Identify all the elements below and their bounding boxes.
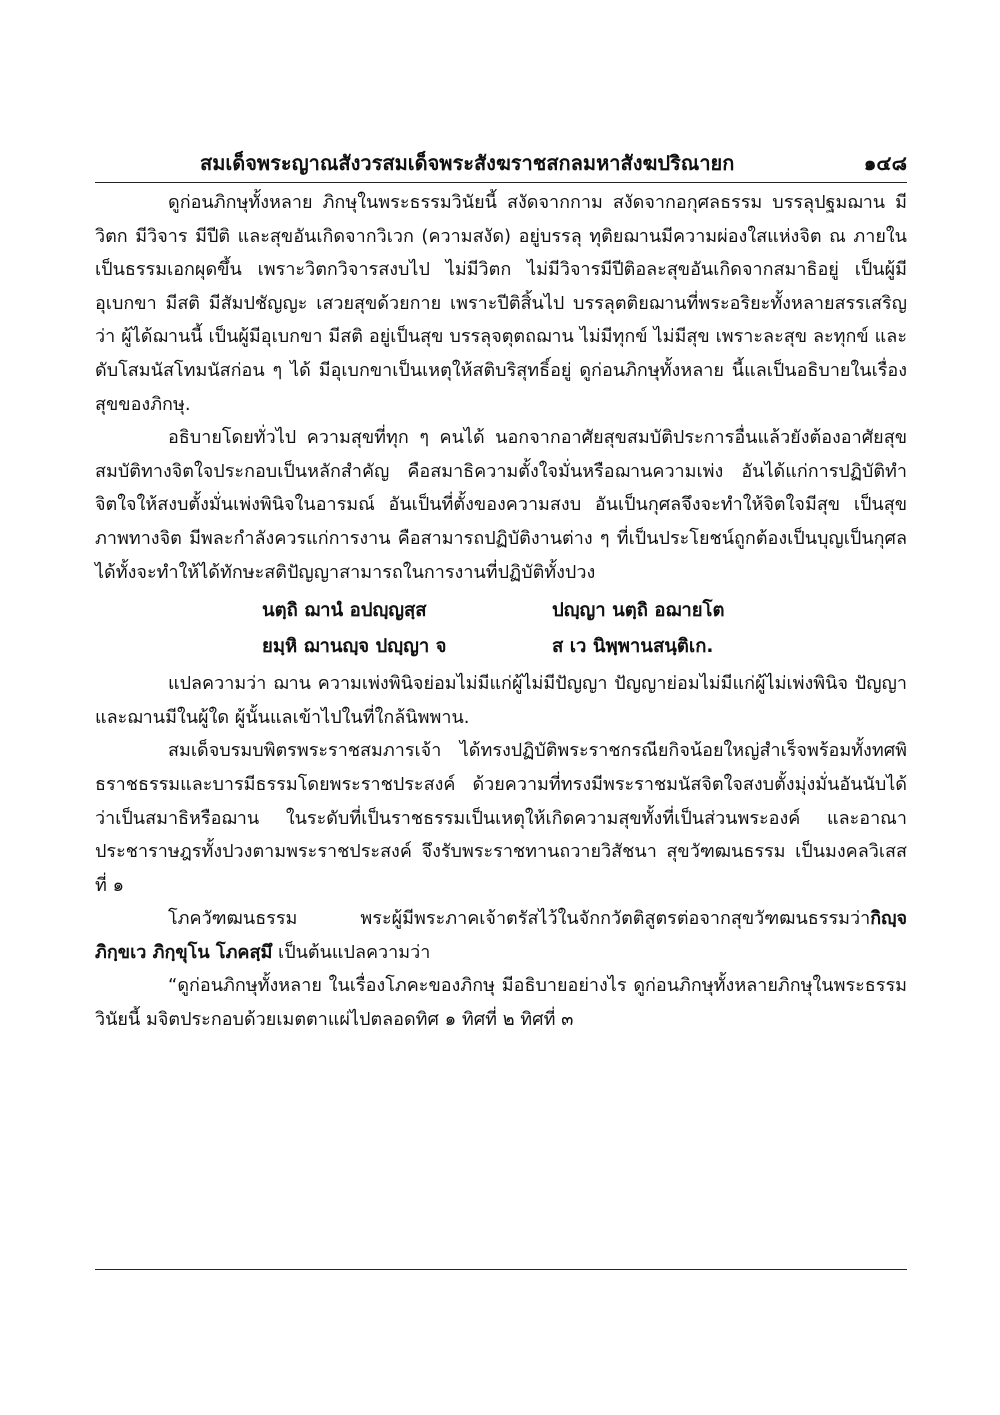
verse-line-second-half: ส เว นิพฺพานสนฺติเก.: [552, 636, 714, 658]
verse-line: [95, 593, 907, 629]
running-header-title: สมเด็จพระญาณสังวรสมเด็จพระสังฆราชสกลมหาสังฆปริณายก: [200, 151, 735, 175]
paragraph-suttanta-happiness: ดูก่อนภิกษุทั้งหลาย ภิกษุในพระธรรมวินัยนี้ สงัดจากกาม สงัดจากอกุศลธรรม บรรลุปฐมฌาน มีวิตก มีวิจาร มีปีติ และสุขอันเกิดจากวิเวก (ความสงัด) อยู่บรรลุ ทุติยฌานมีความผ่องใสแห่งจิต ณ ภายใน เป็นธรรมเอกผุดขึ้น เพราะวิตกวิจารสงบไป ไม่มีวิตก ไม่มีวิจารมีปีติอละสุขอันเกิดจากสมาธิอยู่ เป็นผู้มีอุเบกขา มีสติ มีสัมปชัญญะ เสวยสุขด้วยกาย เพราะปีติสิ้นไป บรรลุตติยฌานที่พระอริยะทั้งหลายสรรเสริญว่า ผู้ได้ฌานนี้ เป็นผู้มีอุเบกขา มีสติ อยู่เป็นสุข บรรลุจตุตถฌาน ไม่มีทุกข์ ไม่มีสุข เพราะละสุข ละทุกข์ และดับโสมนัสโทมนัสก่อน ๆ ได้ มีอุเบกขาเป็นเหตุให้สติบริสุทธิ์อยู่ ดูก่อนภิกษุทั้งหลาย นี้แลเป็นอธิบายในเรื่องสุขของภิกษุ.: [95, 192, 907, 415]
bhoga-tail-text: เป็นต้นแปลความว่า: [272, 941, 431, 963]
paragraph-bhoga-intro: [95, 902, 907, 969]
paragraph-explanation: อธิบายโดยทั่วไป ความสุขที่ทุก ๆ คนได้ นอกจากอาศัยสุขสมบัติประการอื่นแล้วยังต้องอาศัยสุขสมบัติทางจิตใจประกอบเป็นหลักสำคัญ คือสมาธิความตั้งใจมั่นหรือฌานความเพ่ง อันได้แก่การปฏิบัติทำจิตใจให้สงบตั้งมั่นเพ่งพินิจในอารมณ์ อันเป็นที่ตั้งของความสงบ อันเป็นกุศลจึงจะทำให้จิตใจมีสุข เป็นสุขภาพทางจิต มีพละกำลังควรแก่การงาน คือสามารถปฏิบัติงานต่าง ๆ ที่เป็นประโยชน์ถูกต้องเป็นบุญเป็นกุศลได้ทั้งจะทำให้ได้ทักษะสติปัญญาสามารถในการงานที่ปฏิบัติทั้งปวง: [95, 427, 907, 583]
verse-line-first-half: นตฺถิ ฌานํ อปญฺญสฺส: [262, 600, 427, 622]
verse-line: [95, 629, 907, 665]
verse-line-first-half: ยมฺหิ ฌานญฺจ ปญฺญา จ: [262, 636, 447, 658]
pali-verse: [95, 593, 907, 665]
bhoga-lead-text: โภควัฑฒนธรรม พระผู้มีพระภาคเจ้าตรัสไว้ในจักกวัตติสูตรต่อจากสุขวัฑฒนธรรมว่า: [168, 908, 871, 930]
paragraph-bhoga-quote: “ดูก่อนภิกษุทั้งหลาย ในเรื่องโภคะของภิกษุ มีอธิบายอย่างไร ดูก่อนภิกษุทั้งหลายภิกษุในพระธรรมวินัยนี้ มจิตประกอบด้วยเมตตาแผ่ไปตลอดทิศ ๑ ทิศที่ ๒ ทิศที่ ๓: [95, 975, 907, 1031]
bhoga-pali-phrase: กิญฺจ ภิกฺขเว ภิกฺขุโน โภคสฺมึ: [95, 908, 907, 963]
footer-divider: [95, 1269, 907, 1270]
page-header: [95, 143, 907, 179]
paragraph-verse-translation: แปลความว่า ฌาน ความเพ่งพินิจย่อมไม่มีแก่ผู้ไม่มีปัญญา ปัญญาย่อมไม่มีแก่ผู้ไม่เพ่งพินิจ ปัญญาและฌานมีในผู้ใด ผู้นั้นแลเข้าไปในที่ใกล้นิพพาน.: [95, 673, 907, 728]
page-number: ๑๔๘: [863, 151, 907, 175]
paragraph-royal-practice: สมเด็จบรมบพิตรพระราชสมภารเจ้า ได้ทรงปฏิบัติพระราชกรณียกิจน้อยใหญ่สำเร็จพร้อมทั้งทศพิธราชธรรมและบารมีธรรมโดยพระราชประสงค์ ด้วยความที่ทรงมีพระราชมนัสจิตใจสงบตั้งมุ่งมั่นอันนับได้ว่าเป็นสมาธิหรือฌาน ในระดับที่เป็นราชธรรมเป็นเหตุให้เกิดความสุขทั้งที่เป็นส่วนพระองค์ และอาณาประชาราษฎรทั้งปวงตามพระราชประสงค์ จึงรับพระราชทานถวายวิสัชนา สุขวัฑฒนธรรม เป็นมงคลวิเสสที่ ๑: [95, 740, 907, 896]
header-divider: [95, 182, 907, 183]
verse-line-second-half: ปญฺญา นตฺถิ อฌายโต: [552, 600, 725, 622]
page-body: [95, 186, 907, 1037]
